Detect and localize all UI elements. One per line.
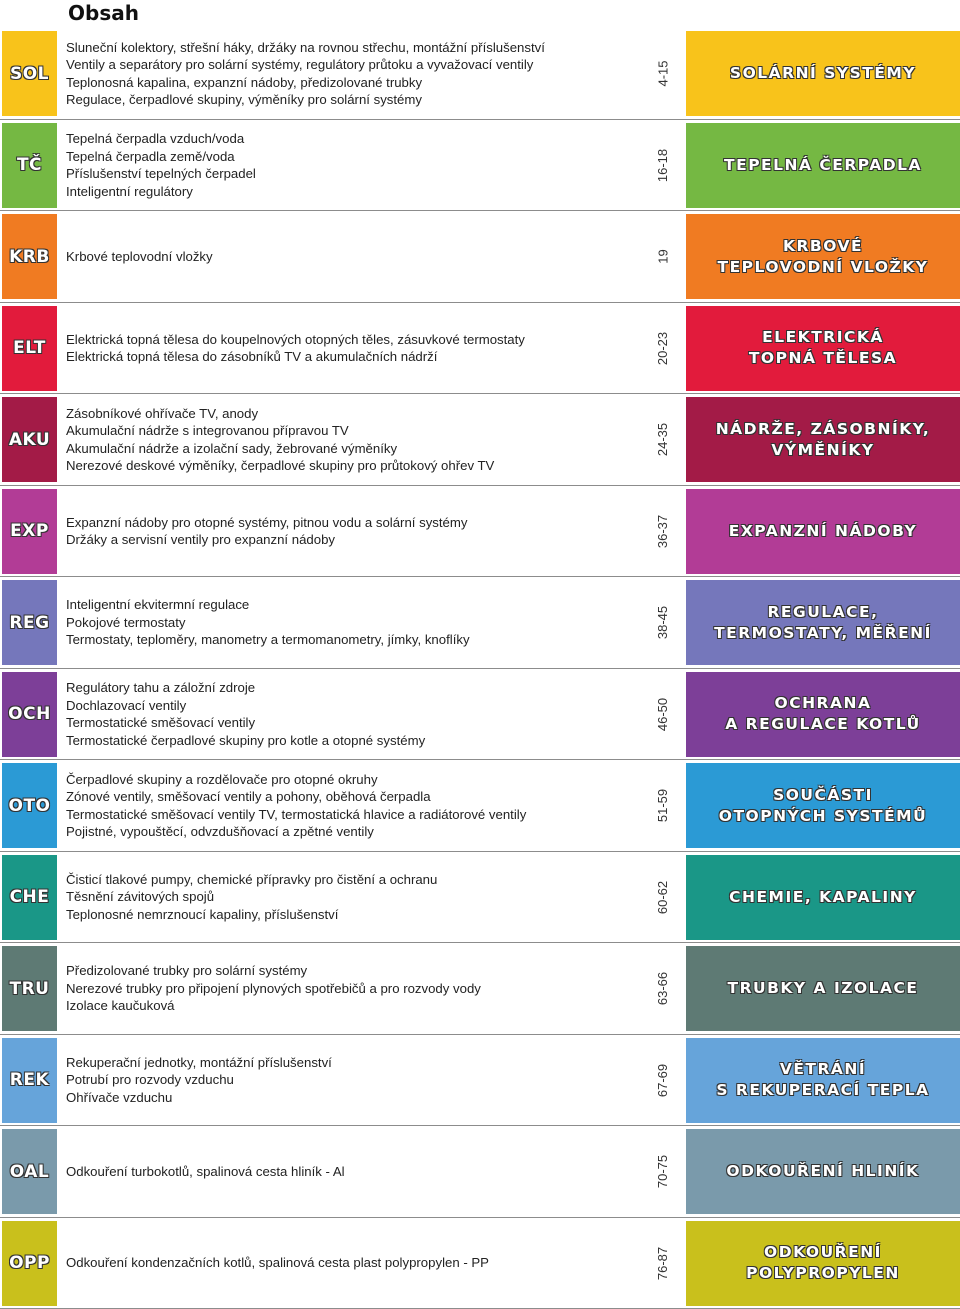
section-code-badge: TRU	[2, 946, 57, 1031]
page-range	[645, 943, 681, 1034]
description-line: Akumulační nádrže s integrovanou přípravou TV	[66, 422, 642, 440]
description-line: Ohřívače vzduchu	[66, 1089, 642, 1107]
section-code-badge: OTO	[2, 763, 57, 848]
description-line: Sluneční kolektory, střešní háky, držáky na rovnou střechu, montážní příslušenství	[66, 39, 642, 57]
banner-line: REGULACE,	[767, 602, 878, 623]
section-description	[66, 852, 642, 943]
description-line: Rekuperační jednotky, montážní příslušenství	[66, 1054, 642, 1072]
section-description	[66, 1126, 642, 1217]
section-description	[66, 577, 642, 668]
section-title-banner	[686, 31, 960, 116]
banner-line: TERMOSTATY, MĚŘENÍ	[714, 623, 932, 644]
page-range	[645, 577, 681, 668]
section-code-badge: KRB	[2, 214, 57, 299]
contents-row	[0, 303, 960, 395]
contents-row	[0, 394, 960, 486]
page-range-label: 4-15	[656, 60, 671, 86]
description-line: Potrubí pro rozvody vzduchu	[66, 1071, 642, 1089]
banner-line: VÝMĚNÍKY	[771, 440, 874, 461]
page-range	[645, 760, 681, 851]
page-range-label: 19	[656, 249, 671, 263]
section-description	[66, 1218, 642, 1309]
description-line: Elektrická topná tělesa do koupelnových otopných těles, zásuvkové termostaty	[66, 331, 642, 349]
section-title-banner	[686, 946, 960, 1031]
description-line: Regulátory tahu a záložní zdroje	[66, 679, 642, 697]
section-description	[66, 943, 642, 1034]
description-line: Držáky a servisní ventily pro expanzní nádoby	[66, 531, 642, 549]
contents-row	[0, 1126, 960, 1218]
description-line: Čisticí tlakové pumpy, chemické přípravky pro čistění a ochranu	[66, 871, 642, 889]
banner-line: OCHRANA	[775, 693, 872, 714]
contents-row	[0, 760, 960, 852]
banner-line: POLYPROPYLEN	[746, 1263, 900, 1284]
banner-line: TRUBKY A IZOLACE	[728, 978, 919, 999]
section-title-banner	[686, 306, 960, 391]
section-code-badge: TČ	[2, 123, 57, 208]
section-description	[66, 120, 642, 211]
contents-row	[0, 1218, 960, 1309]
contents-row	[0, 28, 960, 120]
page-range-label: 70-75	[656, 1155, 671, 1188]
description-line: Předizolované trubky pro solární systémy	[66, 962, 642, 980]
contents-row	[0, 211, 960, 303]
page-range	[645, 1218, 681, 1309]
description-line: Tepelná čerpadla vzduch/voda	[66, 130, 642, 148]
section-code-badge: REK	[2, 1038, 57, 1123]
contents-row	[0, 486, 960, 578]
section-code-badge: SOL	[2, 31, 57, 116]
page-range-label: 67-69	[656, 1063, 671, 1096]
description-line: Zásobníkové ohřívače TV, anody	[66, 405, 642, 423]
section-code-badge: OCH	[2, 672, 57, 757]
section-title-banner	[686, 489, 960, 574]
page-range	[645, 394, 681, 485]
banner-line: EXPANZNÍ NÁDOBY	[729, 521, 918, 542]
contents-list	[0, 28, 960, 1309]
description-line: Akumulační nádrže a izolační sady, žebrované výměníky	[66, 440, 642, 458]
contents-row	[0, 120, 960, 212]
page-range	[645, 1035, 681, 1126]
page-range-label: 60-62	[656, 880, 671, 913]
banner-line: TEPLOVODNÍ VLOŽKY	[718, 257, 929, 278]
page-range-label: 76-87	[656, 1246, 671, 1279]
banner-line: ODKOUŘENÍ HLINÍK	[726, 1161, 919, 1182]
page-range	[645, 852, 681, 943]
section-code-badge: CHE	[2, 855, 57, 940]
section-code-badge: OPP	[2, 1221, 57, 1306]
page-range	[645, 669, 681, 760]
contents-row	[0, 669, 960, 761]
section-title-banner	[686, 1221, 960, 1306]
page-range	[645, 211, 681, 302]
section-code-badge: EXP	[2, 489, 57, 574]
page-range	[645, 120, 681, 211]
banner-line: NÁDRŽE, ZÁSOBNÍKY,	[716, 419, 931, 440]
description-line: Teplonosné nemrznoucí kapaliny, příslušenství	[66, 906, 642, 924]
section-title-banner	[686, 397, 960, 482]
section-title-banner	[686, 214, 960, 299]
description-line: Nerezové deskové výměníky, čerpadlové skupiny pro průtokový ohřev TV	[66, 457, 642, 475]
section-title-banner	[686, 580, 960, 665]
banner-line: A REGULACE KOTLŮ	[725, 714, 920, 735]
contents-row	[0, 577, 960, 669]
description-line: Termostatické směšovací ventily TV, termostatická hlavice a radiátorové ventily	[66, 806, 642, 824]
description-line: Pokojové termostaty	[66, 614, 642, 632]
banner-line: TEPELNÁ ČERPADLA	[724, 155, 922, 176]
banner-line: CHEMIE, KAPALINY	[729, 887, 917, 908]
banner-line: ELEKTRICKÁ	[762, 327, 884, 348]
page-range-label: 36-37	[656, 514, 671, 547]
section-description	[66, 486, 642, 577]
description-line: Čerpadlové skupiny a rozdělovače pro otopné okruhy	[66, 771, 642, 789]
contents-row	[0, 852, 960, 944]
description-line: Termostaty, teploměry, manometry a termomanometry, jímky, knoflíky	[66, 631, 642, 649]
page-range-label: 51-59	[656, 789, 671, 822]
page-range-label: 16-18	[656, 148, 671, 181]
page-range-label: 63-66	[656, 972, 671, 1005]
page-range	[645, 28, 681, 119]
page-title: Obsah	[68, 0, 139, 28]
description-line: Krbové teplovodní vložky	[66, 248, 642, 266]
description-line: Příslušenství tepelných čerpadel	[66, 165, 642, 183]
section-description	[66, 211, 642, 302]
banner-line: TOPNÁ TĚLESA	[749, 348, 897, 369]
banner-line: SOLÁRNÍ SYSTÉMY	[730, 63, 916, 84]
page-range	[645, 486, 681, 577]
description-line: Izolace kaučuková	[66, 997, 642, 1015]
section-description	[66, 28, 642, 119]
description-line: Regulace, čerpadlové skupiny, výměníky pro solární systémy	[66, 91, 642, 109]
description-line: Expanzní nádoby pro otopné systémy, pitnou vodu a solární systémy	[66, 514, 642, 532]
page-range	[645, 303, 681, 394]
description-line: Tepelná čerpadla země/voda	[66, 148, 642, 166]
page-range-label: 24-35	[656, 423, 671, 456]
description-line: Odkouření kondenzačních kotlů, spalinová cesta plast polypropylen - PP	[66, 1254, 642, 1272]
section-title-banner	[686, 1038, 960, 1123]
section-description	[66, 1035, 642, 1126]
section-description	[66, 669, 642, 760]
banner-line: KRBOVÉ	[783, 236, 863, 257]
description-line: Pojistné, vypouštěcí, odvzdušňovací a zpětné ventily	[66, 823, 642, 841]
section-description	[66, 394, 642, 485]
banner-line: OTOPNÝCH SYSTÉMŮ	[719, 806, 927, 827]
contents-row	[0, 1035, 960, 1127]
description-line: Termostatické čerpadlové skupiny pro kotle a otopné systémy	[66, 732, 642, 750]
description-line: Elektrická topná tělesa do zásobníků TV a akumulačních nádrží	[66, 348, 642, 366]
page-range-label: 38-45	[656, 606, 671, 639]
section-title-banner	[686, 763, 960, 848]
description-line: Dochlazovací ventily	[66, 697, 642, 715]
section-code-badge: REG	[2, 580, 57, 665]
description-line: Odkouření turbokotlů, spalinová cesta hliník - Al	[66, 1163, 642, 1181]
description-line: Těsnění závitových spojů	[66, 888, 642, 906]
description-line: Zónové ventily, směšovací ventily a pohony, oběhová čerpadla	[66, 788, 642, 806]
description-line: Ventily a separátory pro solární systémy, regulátory průtoku a vyvažovací ventily	[66, 56, 642, 74]
section-title-banner	[686, 855, 960, 940]
contents-row	[0, 943, 960, 1035]
banner-line: SOUČÁSTI	[773, 785, 873, 806]
section-code-badge: AKU	[2, 397, 57, 482]
section-description	[66, 303, 642, 394]
description-line: Inteligentní ekvitermní regulace	[66, 596, 642, 614]
banner-line: ODKOUŘENÍ	[764, 1242, 882, 1263]
page-range-label: 20-23	[656, 331, 671, 364]
section-code-badge: ELT	[2, 306, 57, 391]
description-line: Nerezové trubky pro připojení plynových spotřebičů a pro rozvody vody	[66, 980, 642, 998]
section-code-badge: OAL	[2, 1129, 57, 1214]
section-title-banner	[686, 672, 960, 757]
banner-line: VĚTRÁNÍ	[780, 1059, 866, 1080]
section-description	[66, 760, 642, 851]
description-line: Termostatické směšovací ventily	[66, 714, 642, 732]
description-line: Teplonosná kapalina, expanzní nádoby, předizolované trubky	[66, 74, 642, 92]
description-line: Inteligentní regulátory	[66, 183, 642, 201]
banner-line: S REKUPERACÍ TEPLA	[716, 1080, 929, 1101]
page-range-label: 46-50	[656, 697, 671, 730]
page-range	[645, 1126, 681, 1217]
section-title-banner	[686, 123, 960, 208]
section-title-banner	[686, 1129, 960, 1214]
